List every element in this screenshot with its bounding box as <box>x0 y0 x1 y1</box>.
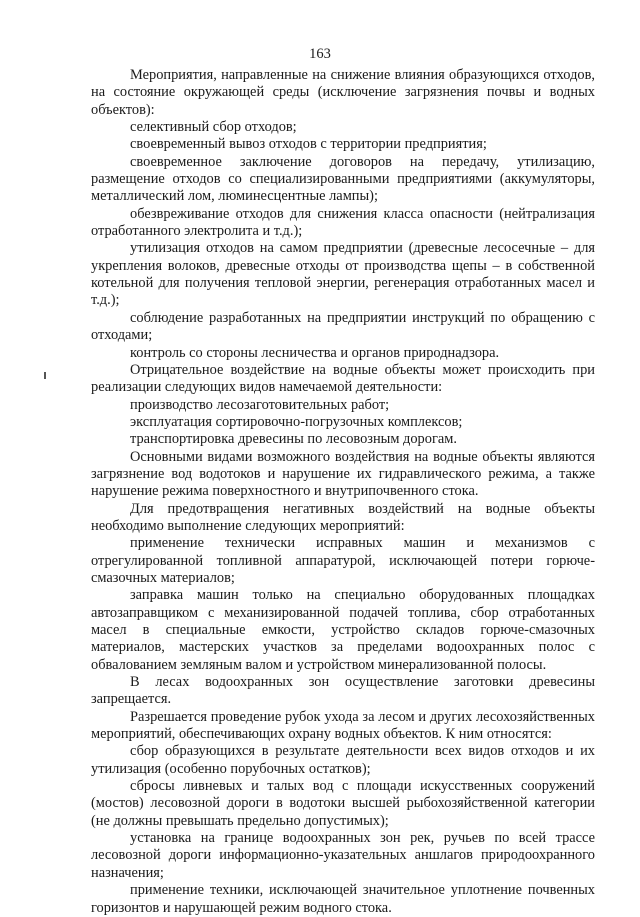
paragraph: Отрицательное воздействие на водные объекты может происходить при реализации следующих видов намечаемой деятельности: <box>91 361 595 396</box>
paragraph: сбор образующихся в результате деятельности всех видов отходов и их утилизация (особенно порубочных остатков); <box>91 743 595 777</box>
paragraph: контроль со стороны лесничества и органов природнадзора. <box>130 344 500 361</box>
paragraph: сбросы ливневых и талых вод с площади искусственных сооружений (мостов) лесовозной дороги в водотоки высшей рыбохозяйственной категории (не должны превышать предельно допустимых); <box>91 778 595 829</box>
body-text <box>91 67 595 917</box>
paragraph: соблюдение разработанных на предприятии инструкций по обращению с отходами; <box>91 309 595 344</box>
paragraph: транспортировка древесины по лесовозным дорогам. <box>130 431 457 448</box>
paragraph: В лесах водоохранных зон осуществление заготовки древесины запрещается. <box>91 674 595 708</box>
paragraph: Для предотвращения негативных воздействий на водные объекты необходимо выполнение следующих мероприятий: <box>91 500 595 534</box>
paragraph: Мероприятия, направленные на снижение влияния образующихся отходов, на состояние окружающей среды (исключение загрязнения почвы и водных объектов): <box>91 67 595 118</box>
paragraph: установка на границе водоохранных зон рек, ручьев по всей трассе лесовозной дороги информационно-указательных аншлагов природоохранного назначения; <box>91 830 595 881</box>
margin-mark <box>44 372 46 379</box>
paragraph: производство лесозаготовительных работ; <box>130 396 390 413</box>
paragraph: селективный сбор отходов; <box>130 119 297 136</box>
paragraph: применение техники, исключающей значительное уплотнение почвенных горизонтов и нарушающей режим водного стока. <box>91 882 595 916</box>
page-number: 163 <box>309 46 331 62</box>
paragraph: обезвреживание отходов для снижения класса опасности (нейтрализация отработанного электролита и т.д.); <box>91 205 595 240</box>
paragraph: заправка машин только на специально оборудованных площадках автозаправщиком с механизированной подачей топлива, сбор отработанных масел в специальные емкости, устройство складов горюче-смазочных материалов, мастерских участков за пределами водоохранных полос с обвалованием земляным валом и устройством минерализованной полосы. <box>91 587 595 673</box>
paragraph: применение технически исправных машин и механизмов с отрегулированной топливной аппаратурой, исключающей потери горюче-смазочных материалов; <box>91 535 595 586</box>
paragraph: утилизация отходов на самом предприятии (древесные лесосечные – для укрепления волоков, древесные отходы от производства щепы – в собственной котельной для получения тепловой энергии, регенерация отработанных масел и т.д.); <box>91 240 595 309</box>
paragraph: эксплуатация сортировочно-погрузочных комплексов; <box>130 413 463 430</box>
paragraph: Разрешается проведение рубок ухода за лесом и других лесохозяйственных мероприятий, обеспечивающих охрану водных объектов. К ним относятся: <box>91 708 595 743</box>
paragraph: своевременный вывоз отходов с территории предприятия; <box>130 136 487 153</box>
paragraph: Основными видами возможного воздействия на водные объекты являются загрязнение вод водотоков и нарушение их гидравлического режима, а также нарушение режима поверхностного и внутрипочвенного стока. <box>91 448 595 500</box>
paragraph: своевременное заключение договоров на передачу, утилизацию, размещение отходов со специализированными предприятиями (аккумуляторы, металлический лом, люминесцентные лампы); <box>91 153 595 205</box>
